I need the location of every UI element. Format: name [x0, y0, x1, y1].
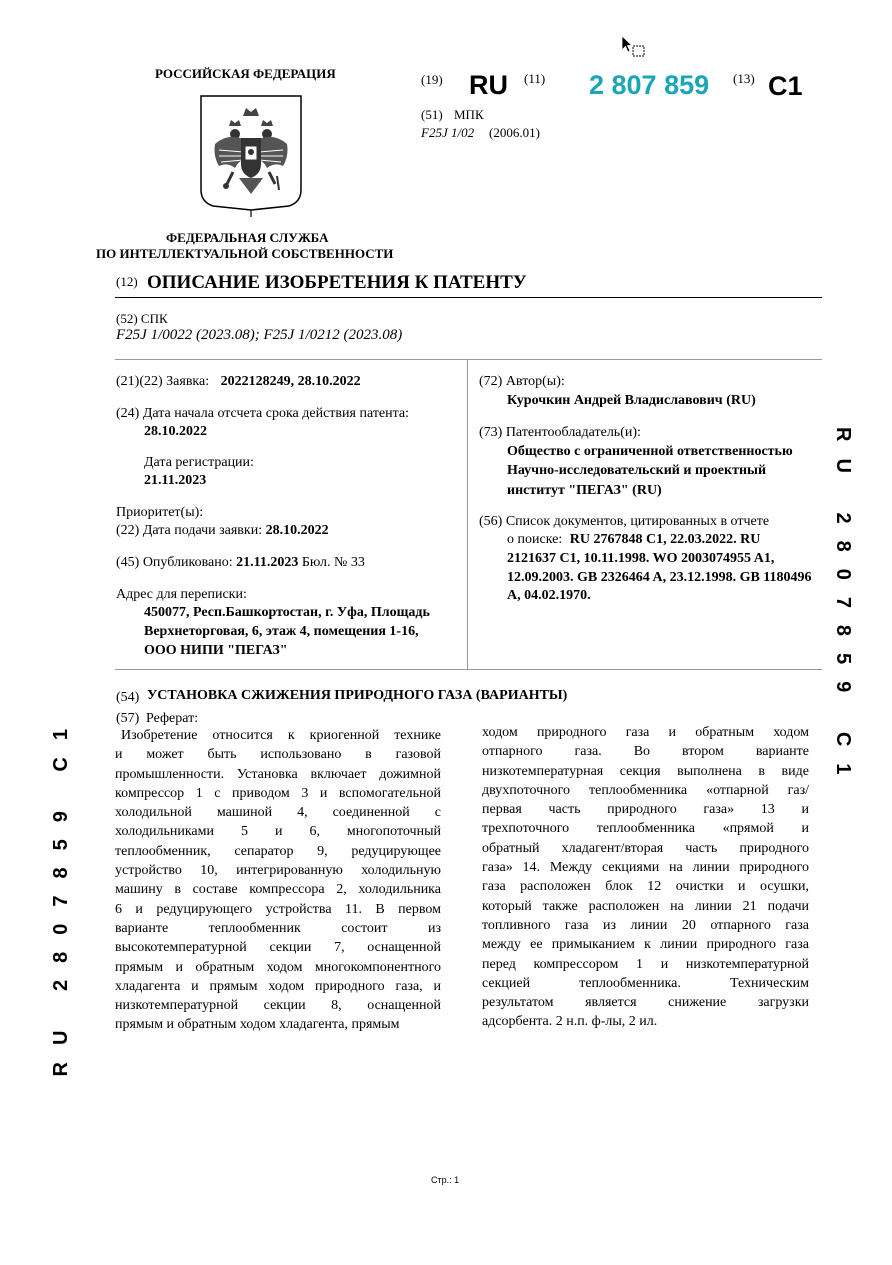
- bulletin: Бюл. № 33: [301, 555, 365, 570]
- spk-code: (52) СПК: [116, 311, 168, 326]
- owner-line2: Научно-исследовательский и проектный: [507, 463, 767, 478]
- abstract-line: низкотемпературная секция выполнена в виде: [482, 763, 809, 779]
- cited-line4: A, 04.02.1970.: [507, 588, 591, 603]
- filing-value: 28.10.2022: [265, 523, 329, 538]
- abstract-line: и может быть использовано в газовой: [115, 747, 441, 763]
- coat-of-arms-emblem: [199, 94, 303, 223]
- kind-code: C1: [768, 71, 803, 101]
- code-11: (11): [524, 71, 546, 86]
- abstract-label: Реферат:: [146, 711, 199, 726]
- abstract-line: прямым и обратным ходом многокомпонентного: [115, 959, 441, 975]
- abstract-line: адсорбента. 2 н.п. ф-лы, 2 ил.: [482, 1014, 658, 1030]
- document-type-title: ОПИСАНИЕ ИЗОБРЕТЕНИЯ К ПАТЕНТУ: [147, 272, 527, 293]
- abstract-line: газа» 14. Между секциями на линии природного: [482, 860, 809, 876]
- page-number: Стр.: 1: [431, 1175, 460, 1185]
- code-19: (19): [421, 72, 443, 87]
- divider: [115, 297, 822, 298]
- filing-label: (22) Дата подачи заявки:: [116, 523, 263, 538]
- cited-label-line1: (56) Список документов, цитированных в отчете: [479, 514, 770, 529]
- abstract-line: Изобретение относится к криогенной технике: [121, 728, 441, 743]
- abstract-left-column: [115, 726, 441, 1035]
- abstract-line: результатом является снижение загрузки: [482, 995, 809, 1011]
- agency-name-line1: ФЕДЕРАЛЬНАЯ СЛУЖБА: [166, 230, 329, 245]
- application-info: [116, 372, 361, 391]
- code-12: (12): [116, 274, 138, 289]
- abstract-line: секцией теплообменника. Техническим: [482, 975, 809, 991]
- published-value: 21.11.2023: [236, 555, 299, 570]
- divider: [115, 669, 822, 670]
- abstract-line: теплообменник, сепаратор 9, редуцирующее: [115, 843, 441, 859]
- abstract-right-column: [482, 723, 809, 1032]
- published-info: [116, 553, 365, 572]
- cited-line2: 2121637 C1, 10.11.1998. WO 2003074955 A1,: [507, 551, 775, 566]
- registration-value: 21.11.2023: [144, 473, 207, 488]
- application-label: (21)(22) Заявка:: [116, 374, 210, 389]
- address-line2: Верхнеторговая, 6, этаж 4, помещения 1-16,: [144, 624, 419, 639]
- patent-number: 2 807 859: [589, 70, 710, 100]
- filing-date: [116, 521, 329, 540]
- abstract-line: низкотемпературной секции 8, оснащенной: [115, 998, 441, 1014]
- country-code: RU: [469, 70, 508, 100]
- term-start-label: (24) Дата начала отсчета срока действия патента:: [116, 406, 410, 421]
- abstract-line: первая часть природного газа» 13 и: [482, 802, 809, 818]
- mpk-label: МПК: [454, 107, 484, 122]
- abstract-line: компрессор 1 с приводом 3 и вспомогательной: [115, 785, 441, 801]
- code-13: (13): [733, 71, 755, 86]
- side-label-left: RU 2807859 C1: [50, 712, 72, 1077]
- abstract-line: промышленности. Установка включает дожимной: [115, 766, 441, 782]
- abstract-line: отпарного газа. Во втором варианте: [482, 744, 809, 760]
- abstract-line: трехпоточного теплообменника «прямой и: [482, 821, 809, 837]
- abstract-line: хладагента и прямым ходом природного газа, и: [115, 978, 441, 994]
- registration-label: Дата регистрации:: [144, 455, 254, 470]
- abstract-line: газа расположен блок 12 очистки и осушки,: [482, 879, 809, 895]
- abstract-line: холодильной машиной 4, соединенной с: [115, 805, 441, 821]
- code-51: (51): [421, 107, 443, 122]
- authors-value: Курочкин Андрей Владиславович (RU): [507, 393, 756, 408]
- cited-line3: 12.09.2003. GB 2326464 A, 23.12.1998. GB 1180496: [507, 570, 812, 585]
- abstract-line: варианте теплообменник состоит из: [115, 920, 441, 936]
- cited-line1: RU 2767848 C1, 22.03.2022. RU: [569, 532, 761, 547]
- abstract-line: холодильниками 5 и 6, многопоточный: [115, 824, 441, 840]
- abstract-line: между ее примыканием к линии природного газа: [482, 937, 809, 953]
- abstract-line: обратный хладагент/вторая часть природного: [482, 840, 809, 856]
- cited-line0: [507, 530, 760, 549]
- country-name: РОССИЙСКАЯ ФЕДЕРАЦИЯ: [155, 66, 336, 81]
- abstract-line: ходом природного газа и обратным ходом: [482, 725, 809, 740]
- abstract-line: машину в составе компрессора 2, холодильника: [115, 882, 441, 898]
- address-label: Адрес для переписки:: [116, 587, 247, 602]
- mouse-cursor-icon: [621, 35, 647, 66]
- published-label: (45) Опубликовано:: [116, 555, 233, 570]
- authors-label: (72) Автор(ы):: [479, 374, 565, 389]
- column-divider: [467, 359, 468, 669]
- application-value: 2022128249, 28.10.2022: [220, 374, 361, 389]
- mpk-version: (2006.01): [489, 125, 540, 140]
- invention-title: УСТАНОВКА СЖИЖЕНИЯ ПРИРОДНОГО ГАЗА (ВАРИАНТЫ): [147, 688, 568, 703]
- abstract-line: двухпоточного теплообменника «отпарной газ/: [482, 782, 809, 798]
- abstract-line: устройство 10, интегрированную холодильную: [115, 863, 441, 879]
- address-line1: 450077, Респ.Башкортостан, г. Уфа, Площадь: [144, 605, 430, 620]
- divider: [115, 359, 822, 360]
- owner-label: (73) Патентообладатель(и):: [479, 425, 641, 440]
- term-start-value: 28.10.2022: [144, 424, 207, 439]
- address-line3: ООО НИПИ "ПЕГАЗ": [144, 643, 288, 658]
- cited-label-line2: о поиске:: [507, 532, 563, 547]
- agency-name-line2: ПО ИНТЕЛЛЕКТУАЛЬНОЙ СОБСТВЕННОСТИ: [96, 246, 394, 261]
- abstract-line: топливного газа из линии 20 отпарного газа: [482, 917, 809, 933]
- owner-line3: институт "ПЕГАЗ" (RU): [507, 483, 662, 498]
- abstract-line: перед компрессором 1 и низкотемпературной: [482, 956, 809, 972]
- side-label-right: RU 2807859 C1: [832, 427, 854, 792]
- abstract-line: прямым и обратным ходом хладагента, прямым: [115, 1017, 400, 1033]
- priority-label: Приоритет(ы):: [116, 505, 204, 520]
- code-57: (57): [116, 711, 140, 726]
- abstract-line: который также расположен на линии 21 подачи: [482, 898, 809, 914]
- spk-classes: F25J 1/0022 (2023.08); F25J 1/0212 (2023.08): [116, 327, 403, 343]
- abstract-line: высокотемпературной секции 7, оснащенной: [115, 940, 441, 956]
- code-54: (54): [116, 690, 140, 705]
- mpk-class: F25J 1/02: [421, 125, 475, 140]
- owner-line1: Общество с ограниченной ответственностью: [507, 444, 793, 459]
- abstract-line: 6 и редуцирующего устройства 11. В первом: [115, 901, 441, 917]
